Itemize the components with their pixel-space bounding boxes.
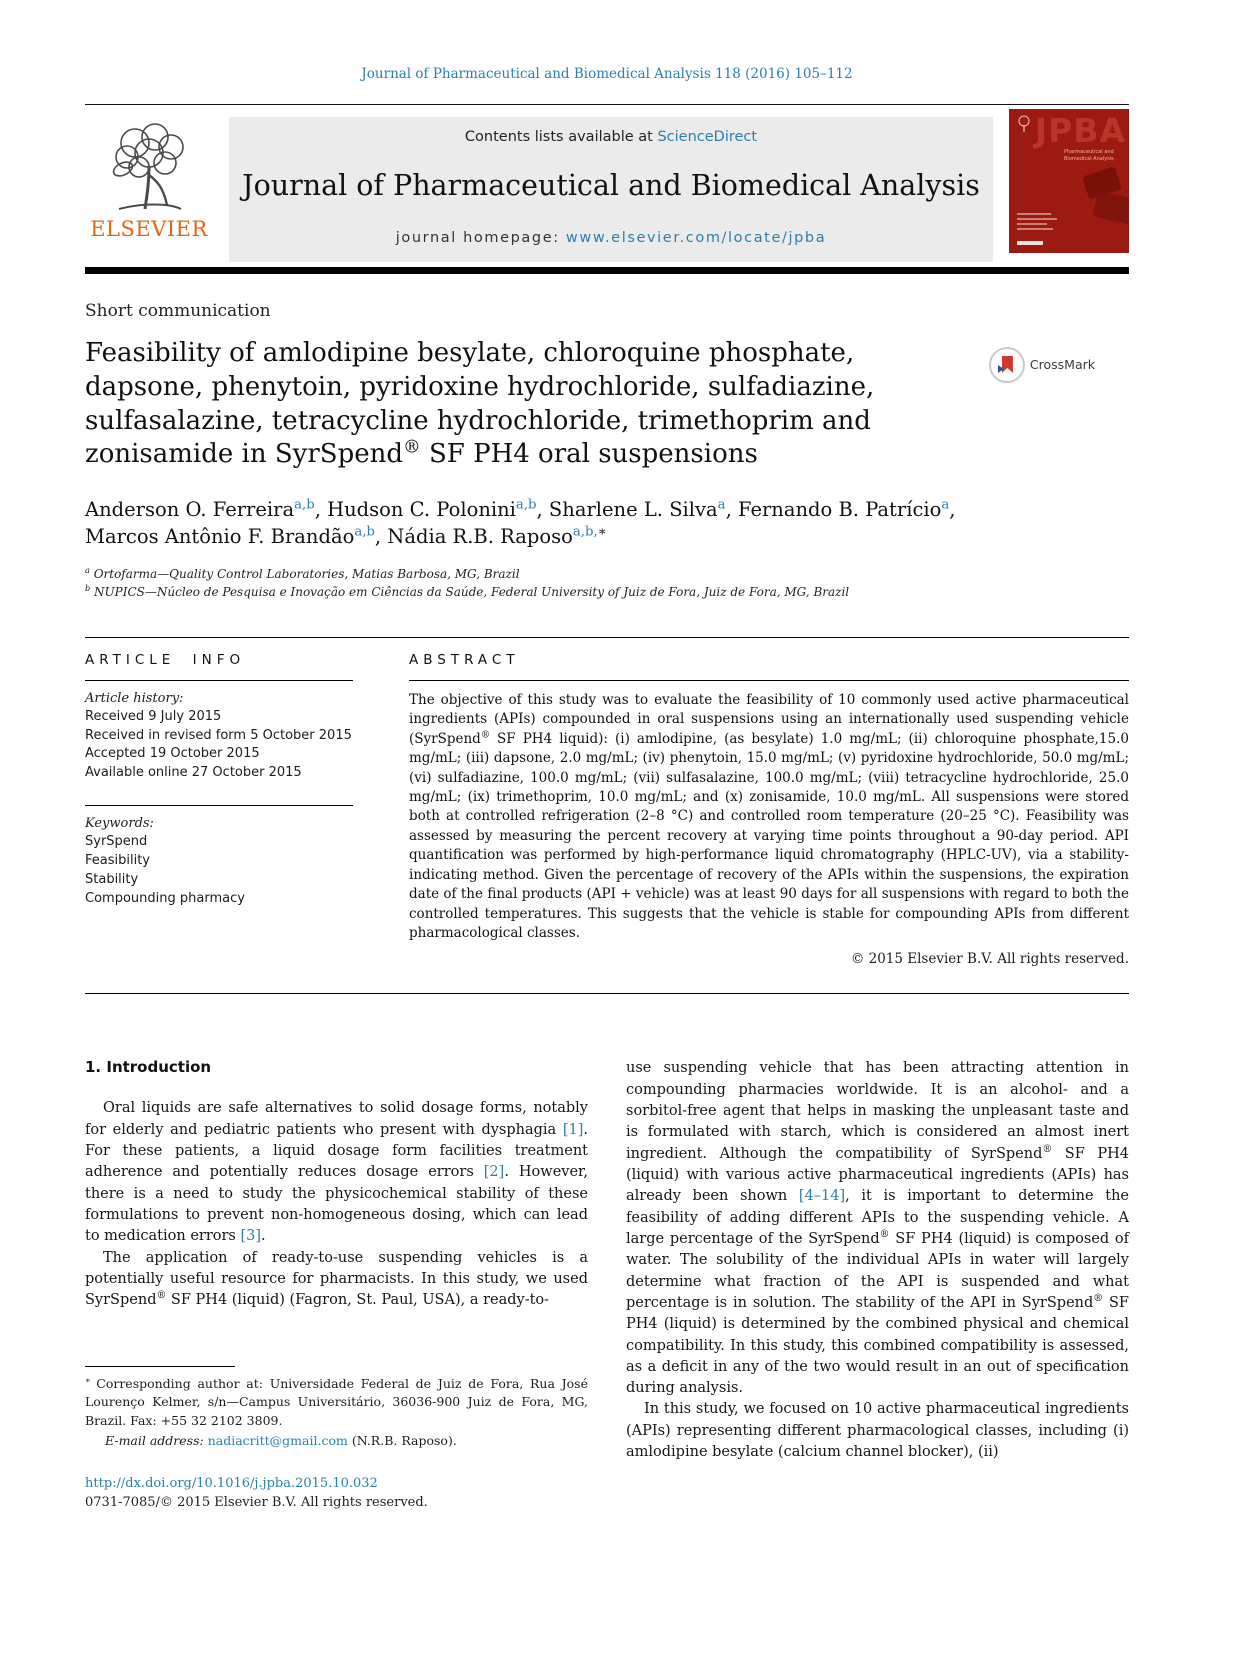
history-label: Article history: bbox=[85, 690, 184, 706]
cover-subtitle: Pharmaceutical and Biomedical Analysis bbox=[1064, 149, 1114, 162]
journal-header bbox=[85, 104, 1129, 262]
affiliation-b: $^b$ NUPICS—Núcleo de Pesquisa e Inovação em Ciências da Saúde, Federal University of Juiz de Fora, Juiz de Fora, MG, Brazil bbox=[85, 582, 850, 599]
cover-molecule-graphic bbox=[1093, 191, 1129, 225]
running-head-citation: Journal of Pharmaceutical and Biomedical Analysis 118 (2016) 105–112 bbox=[361, 66, 853, 82]
homepage-link[interactable]: www.elsevier.com/locate/jpba bbox=[565, 230, 827, 246]
keyword: SyrSpend bbox=[85, 834, 148, 850]
sciencedirect-link[interactable]: ScienceDirect bbox=[657, 129, 758, 145]
left-column bbox=[85, 1058, 588, 1512]
rule bbox=[85, 805, 353, 806]
article-info-column bbox=[85, 652, 353, 968]
section-heading-introduction: 1. Introduction bbox=[85, 1058, 212, 1077]
journal-masthead bbox=[229, 117, 993, 262]
article-body bbox=[85, 1058, 1129, 1512]
body-paragraph: In this study, we focused on 10 active pharmaceutical ingredients (APIs) representing different pharmacological classes, including (i) amlodipine besylate (calcium channel blocker), (ii) bbox=[626, 1401, 1129, 1461]
abstract-text: The objective of this study was to evaluate the feasibility of 10 commonly used active pharmaceutical ingredients (APIs) compounded in oral suspensions using an internationally used suspending vehicle (SyrSpend® SF PH4 liquid): (i) amlodipine, (as besylate) 1.0 mg/mL; (ii) chloroquine phosphate,15.0 mg/mL; (iii) dapsone, 2.0 mg/mL; (iv) phenytoin, 15.0 mg/mL; (v) pyridoxine hydrochloride, 50.0 mg/mL; (vi) sulfadiazine, 100.0 mg/mL; (vii) sulfasalazine, 100.0 mg/mL; (viii) tetracycline hydrochloride, 25.0 mg/mL; (ix) trimethoprim, 10.0 mg/mL; and (x) zonisamide, 10.0 mg/mL. All suspensions were stored both at controlled refrigeration (2–8 °C) and controlled room temperature (20–25 °C). Feasibility was assessed by measuring the percent recovery at varying time points throughout a 90-day period. API quantification was performed by high-performance liquid chromatography (HPLC-UV), via a stability-indicating method. Given the percentage of recovery of the APIs within the suspensions, the expiration date of the final products (API + vehicle) was at least 90 days for all suspensions with regard to both the controlled temperatures. This suggests that the vehicle is stable for compounding APIs from different pharmacological classes. bbox=[409, 691, 1129, 942]
right-column bbox=[626, 1058, 1129, 1512]
cover-abbrev: JPBA bbox=[1034, 111, 1126, 150]
abstract-heading: ABSTRACT bbox=[409, 651, 520, 668]
body-paragraph: Oral liquids are safe alternatives to solid dosage forms, notably for elderly and pediatric patients who present with dysphagia [1]. For these patients, a liquid dosage form facilities treatment adherence and potentially reduces dosage errors [2]. However, there is a need to study the physicochemical stability of these formulations to prevent non-homogeneous dosing, which can lead to medication errors [3]. bbox=[85, 1100, 589, 1245]
cover-text-line bbox=[1017, 228, 1053, 230]
email-line: E-mail address: nadiacritt@gmail.com (N.R.B. Raposo). bbox=[105, 1432, 457, 1448]
elsevier-logo[interactable] bbox=[85, 117, 213, 262]
info-abstract-block bbox=[85, 637, 1129, 995]
doi-link[interactable]: http://dx.doi.org/10.1016/j.jpba.2015.10.032 bbox=[85, 1475, 378, 1491]
crossmark-label: CrossMark bbox=[1029, 357, 1095, 372]
footnote-rule bbox=[85, 1366, 235, 1367]
cover-text-line bbox=[1017, 218, 1057, 220]
keywords-label: Keywords: bbox=[85, 816, 154, 832]
elsevier-wordmark: ELSEVIER bbox=[90, 217, 208, 241]
article-info-heading: ARTICLE INFO bbox=[85, 651, 246, 668]
bottom-identifiers bbox=[85, 1474, 588, 1513]
article-title: Feasibility of amlodipine besylate, chloroquine phosphate, dapsone, phenytoin, pyridoxine hydrochloride, sulfadiazine, sulfasalazine, tetracycline hydrochloride, trimethoprim and zonisamide in SyrSpend® SF PH4 oral suspensions bbox=[85, 338, 875, 470]
keyword: Feasibility bbox=[85, 853, 150, 868]
author-list: Anderson O. Ferreira$^{a,b}$, Hudson C. Polonini$^{a,b}$, Sharlene L. Silva$^a$, Fernando B. Patrício$^a$, Marcos Antônio F. Brandão$^{a,b}$, Nádia R.B. Raposo$^{a,b,∗}$ bbox=[85, 497, 956, 549]
masthead-divider-bar bbox=[85, 267, 1129, 274]
article-type-label: Short communication bbox=[85, 301, 271, 321]
footnote-block bbox=[85, 1366, 588, 1513]
journal-cover-thumbnail[interactable] bbox=[1009, 109, 1129, 253]
history-item: Received in revised form 5 October 2015 bbox=[85, 727, 352, 743]
body-paragraph: The application of ready-to-use suspending vehicles is a potentially useful resource for pharmacists. In this study, we used SyrSpend® SF PH4 (liquid) (Fagron, St. Paul, USA), a ready-to- bbox=[85, 1249, 588, 1309]
crossmark-badge[interactable] bbox=[965, 337, 1095, 472]
corresponding-author-note: ∗ Corresponding author at: Universidade Federal de Juiz de Fora, Rua José Lourenço Kelmer, s/n—Campus Universitário, 36036-900 Juiz de Fora, MG, Brazil. Fax: +55 32 2102 3809. bbox=[85, 1375, 588, 1429]
history-item: Available online 27 October 2015 bbox=[85, 765, 302, 781]
cover-text-line bbox=[1017, 213, 1051, 215]
homepage-line bbox=[237, 230, 985, 246]
cover-tree-icon bbox=[1017, 115, 1031, 137]
rule bbox=[85, 680, 353, 681]
abstract-copyright: © 2015 Elsevier B.V. All rights reserved. bbox=[850, 951, 1129, 968]
contents-prefix: Contents lists available at bbox=[464, 129, 658, 145]
keyword: Compounding pharmacy bbox=[85, 890, 245, 906]
elsevier-tree-icon bbox=[85, 117, 213, 217]
body-paragraph: use suspending vehicle that has been attracting attention in compounding pharmacies worldwide. It is an alcohol- and a sorbitol-free agent that helps in masking the unpleasant taste and is formulated with starch, which is considered an almost inert ingredient. Although the compatibility of SyrSpend® SF PH4 (liquid) with various active pharmaceutical ingredients (APIs) has already been shown [4–14], it is important to determine the feasibility of adding different APIs to the suspending vehicle. A large percentage of the SyrSpend® SF PH4 (liquid) is composed of water. The solubility of the individual APIs in water will largely determine what fraction of the API is suspended and what percentage is in solution. The stability of the API in SyrSpend® SF PH4 (liquid) is determined by the combined physical and chemical compatibility. In this study, this combined compatibility is assessed, as a deficit in any of the two would result in an out of specification during analysis. bbox=[626, 1060, 1130, 1397]
issn-copyright-line: 0731-7085/© 2015 Elsevier B.V. All rights reserved. bbox=[85, 1495, 428, 1511]
journal-title: Journal of Pharmaceutical and Biomedical Analysis bbox=[242, 169, 980, 202]
title-row bbox=[85, 337, 1129, 472]
homepage-prefix: journal homepage: bbox=[395, 230, 566, 246]
cover-issn-bar bbox=[1017, 241, 1043, 245]
crossmark-icon bbox=[989, 347, 1025, 383]
abstract-column bbox=[409, 652, 1129, 968]
history-item: Received 9 July 2015 bbox=[85, 708, 222, 724]
affiliations bbox=[85, 565, 1129, 601]
rule bbox=[409, 680, 1129, 681]
keyword: Stability bbox=[85, 871, 139, 887]
cover-text-line bbox=[1017, 223, 1047, 225]
contents-line bbox=[237, 129, 985, 145]
history-item: Accepted 19 October 2015 bbox=[85, 746, 260, 762]
affiliation-a: $^a$ Ortofarma—Quality Control Laboratories, Matias Barbosa, MG, Brazil bbox=[85, 564, 520, 581]
